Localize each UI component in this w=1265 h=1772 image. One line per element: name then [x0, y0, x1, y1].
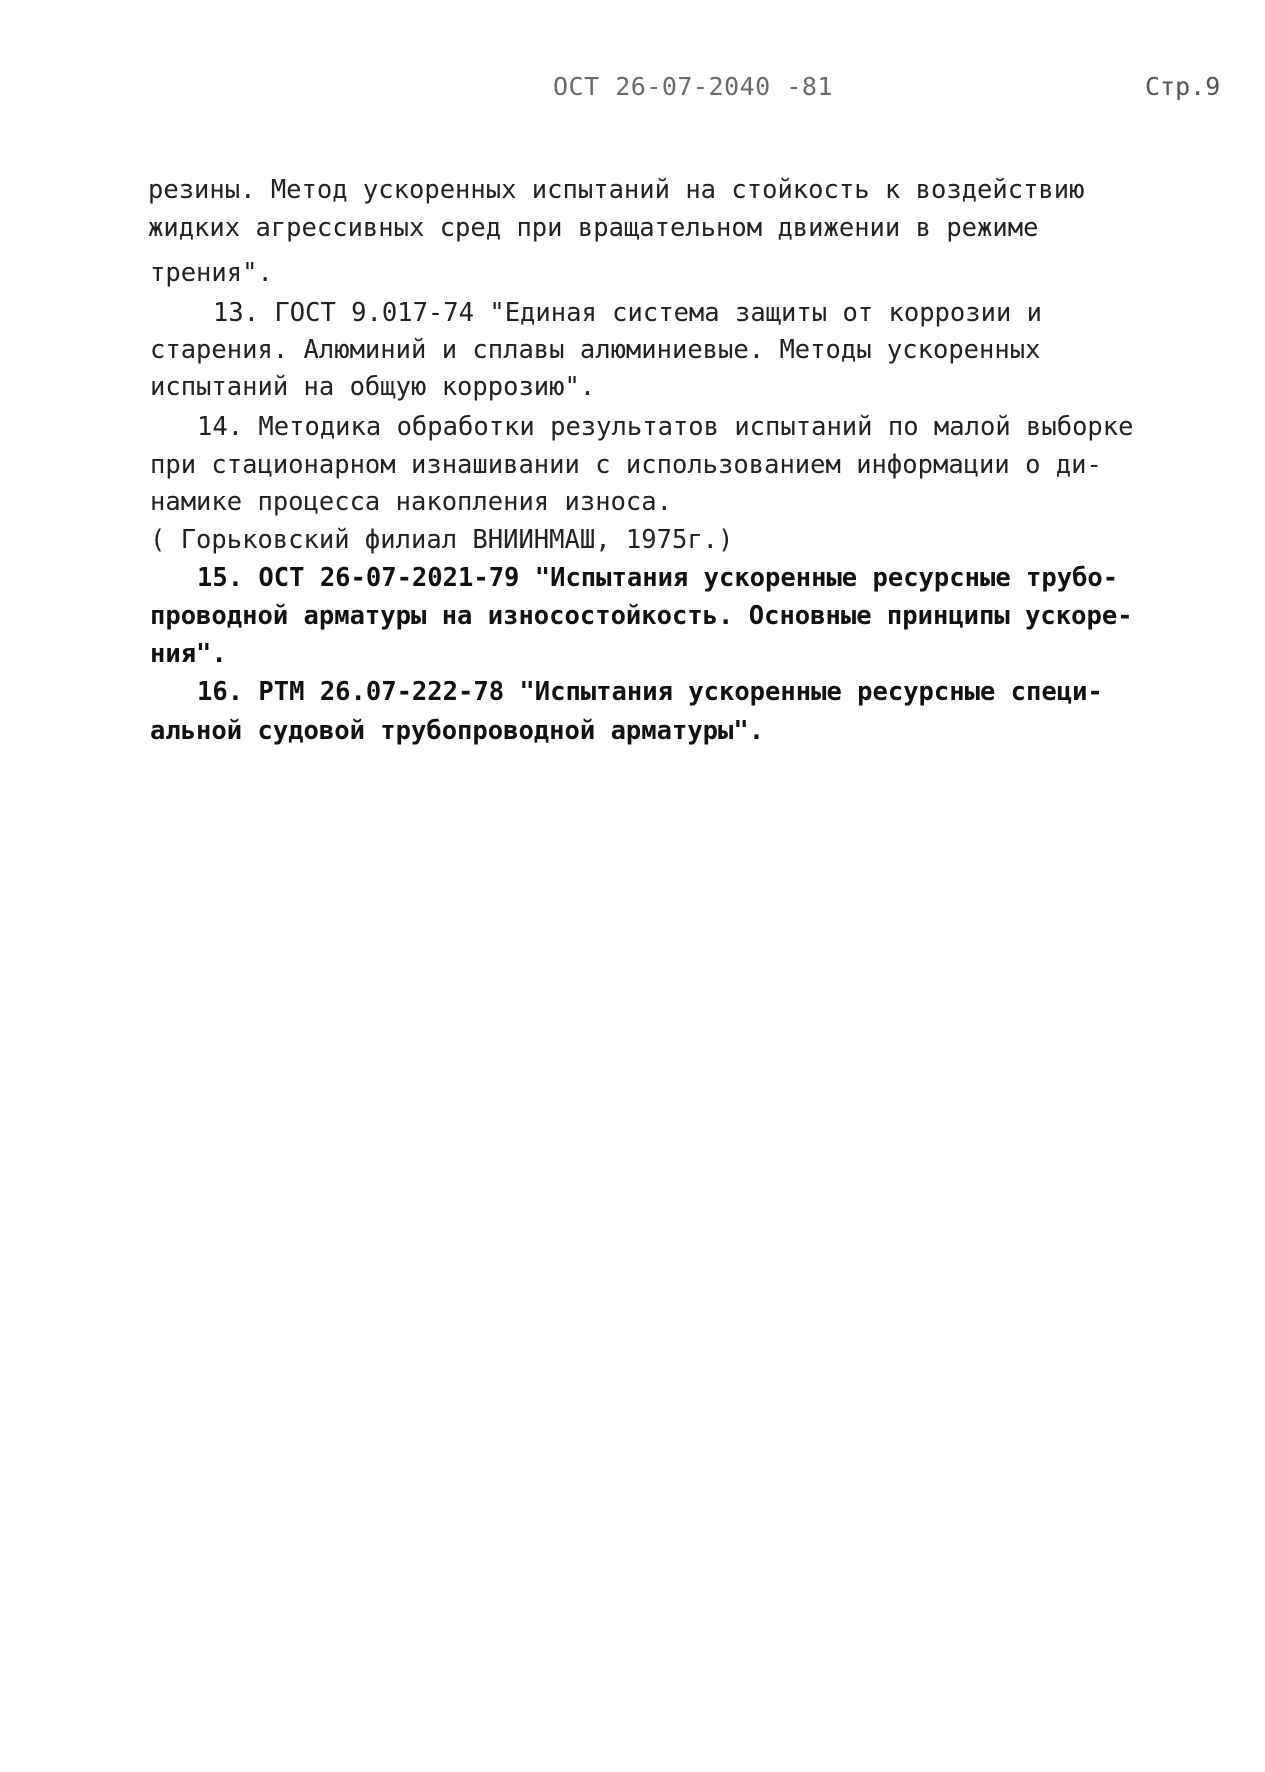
body-line-15: альной судовой трубопроводной арматуры". [150, 716, 765, 746]
body-line-11: 15. ОСТ 26-07-2021-79 "Испытания ускоренные ресурсные трубо- [197, 563, 1119, 593]
body-line-13: ния". [150, 639, 227, 669]
body-line-9: намике процесса накопления износа. [150, 487, 672, 517]
page-number: Стр.9 [1145, 72, 1221, 101]
body-line-8: при стационарном изнашивании с использованием информации о ди- [150, 450, 1102, 480]
body-line-12: проводной арматуры на износостойкость. Основные принципы ускоре- [150, 601, 1133, 631]
document-code: ОСТ 26-07-2040 -81 [553, 72, 833, 101]
body-line-10: ( Горьковский филиал ВНИИНМАШ, 1975г.) [150, 525, 734, 555]
body-line-6: испытаний на общую коррозию". [150, 372, 596, 402]
body-line-5: старения. Алюминий и сплавы алюминиевые. Методы ускоренных [150, 335, 1041, 365]
body-line-2: жидких агрессивных сред при вращательном движении в режиме [148, 213, 1039, 243]
body-line-7: 14. Методика обработки результатов испытаний по малой выборке [197, 412, 1134, 442]
body-line-3: трения". [150, 258, 273, 288]
body-line-14: 16. РТМ 26.07-222-78 "Испытания ускоренные ресурсные специ- [197, 677, 1103, 707]
body-line-1: резины. Метод ускоренных испытаний на стойкость к воздействию [148, 175, 1085, 205]
body-line-4: 13. ГОСТ 9.017-74 "Единая система защиты от коррозии и [213, 298, 1043, 328]
